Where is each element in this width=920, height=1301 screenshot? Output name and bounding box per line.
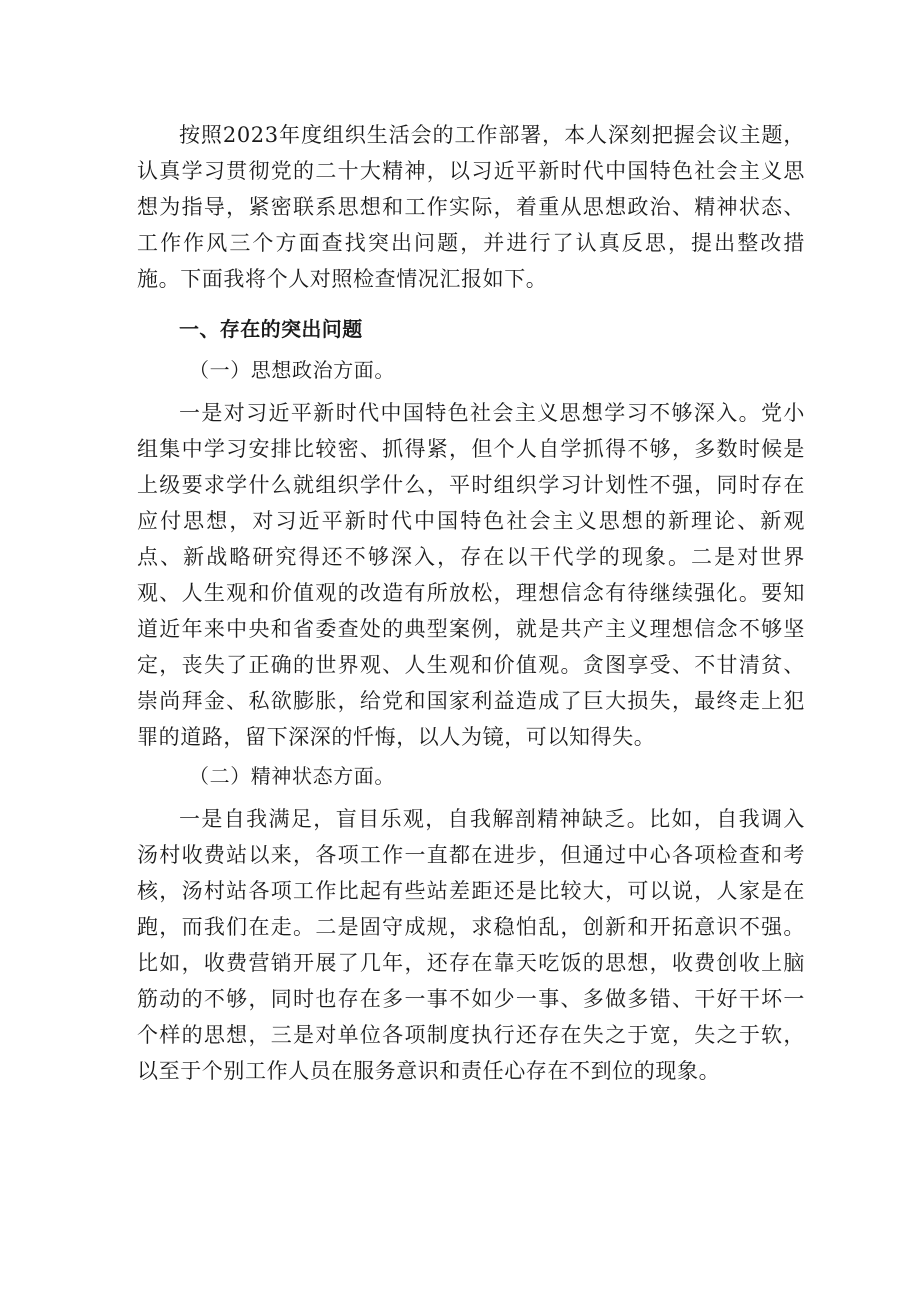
- section-heading-problems: 一、存在的突出问题: [179, 317, 363, 341]
- subsection-heading-spirit: （二）精神状态方面。: [189, 764, 395, 788]
- subsection-heading-ideology: （一）思想政治方面。: [189, 358, 395, 382]
- spirit-paragraph: 一是自我满足，盲目乐观，自我解剖精神缺乏。比如，自我调入汤村收费站以来，各项工作一直都在进步，但通过中心各项检查和考核，汤村站各项工作比起有些站差距还是比较大，可以说，人家是在跑，而我们在走。二是固守成规，求稳怕乱，创新和开拓意识不强。比如，收费营销开展了几年，还存在靠天吃饭的思想，收费创收上脑筋动的不够，同时也存在多一事不如少一事、多做多错、干好干坏一个样的思想，三是对单位各项制度执行还存在失之于宽，失之于软，以至于个别工作人员在服务意识和责任心存在不到位的现象。: [137, 807, 805, 1083]
- intro-paragraph: 按照2023年度组织生活会的工作部署，本人深刻把握会议主题，认真学习贯彻党的二十大精神，以习近平新时代中国特色社会主义思想为指导，紧密联系思想和工作实际，着重从思想政治、精神状态、工作作风三个方面查找突出问题，并进行了认真反思，提出整改措施。下面我将个人对照检查情况汇报如下。: [137, 123, 805, 291]
- ideology-paragraph: 一是对习近平新时代中国特色社会主义思想学习不够深入。党小组集中学习安排比较密、抓得紧，但个人自学抓得不够，多数时候是上级要求学什么就组织学什么，平时组织学习计划性不强，同时存在应付思想，对习近平新时代中国特色社会主义思想的新理论、新观点、新战略研究得还不够深入，存在以干代学的现象。二是对世界观、人生观和价值观的改造有所放松，理想信念有待继续强化。要知道近年来中央和省委查处的典型案例，就是共产主义理想信念不够坚定，丧失了正确的世界观、人生观和价值观。贪图享受、不甘清贫、崇尚拜金、私欲膨胀，给党和国家利益造成了巨大损失，最终走上犯罪的道路，留下深深的忏悔，以人为镜，可以知得失。: [137, 401, 805, 749]
- document-body: [137, 117, 805, 1089]
